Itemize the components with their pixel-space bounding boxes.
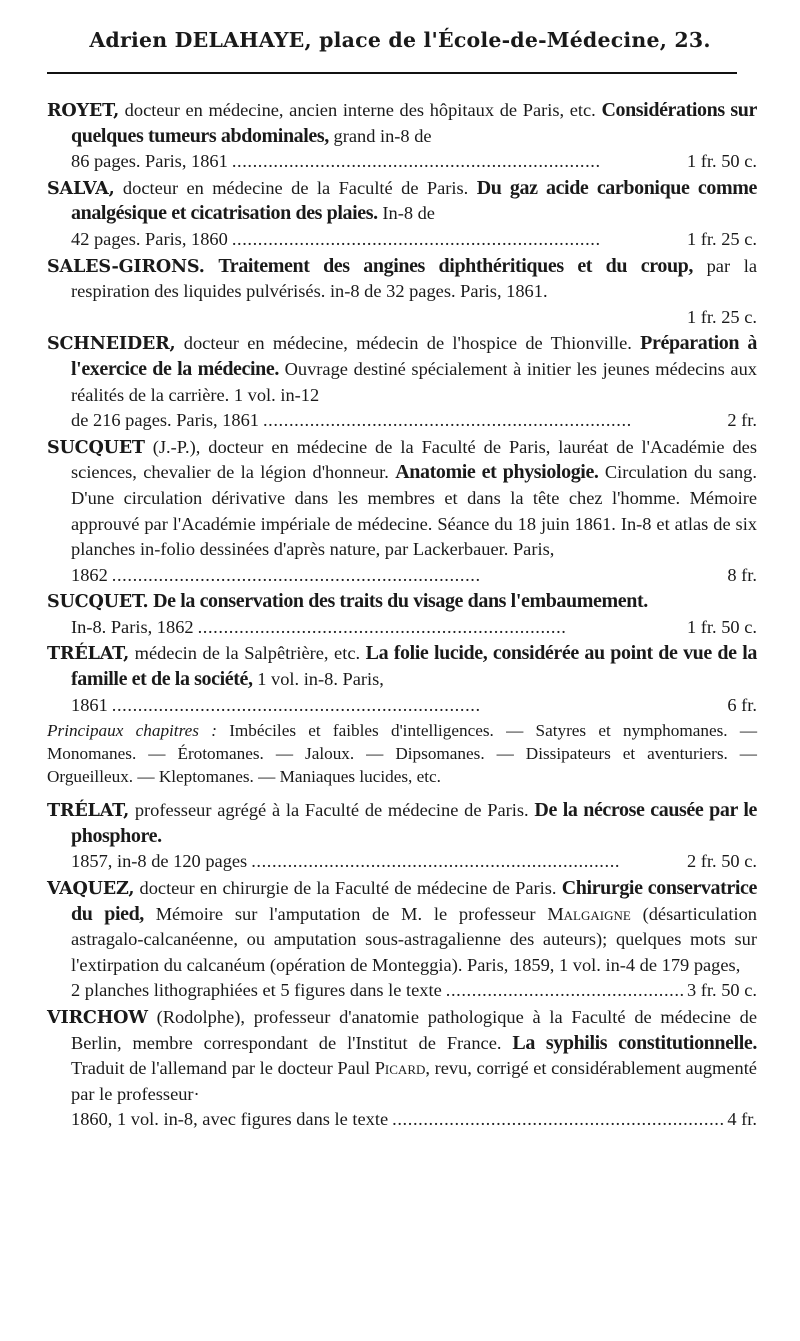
entry-price-line <box>71 305 757 331</box>
entry-description: médecin de la Salpêtrière, etc. <box>134 643 361 664</box>
entry-price: 8 fr. <box>727 564 757 585</box>
entry-detail: Ouvrage destiné spécialement à initier les jeunes médecins aux réalités de la carrière. 1 vol. in-12 <box>71 358 757 405</box>
entry-description: docteur en médecine de la Faculté de Paris. <box>122 177 469 198</box>
entry-price-line <box>71 693 757 719</box>
entry-author: TRÉLAT, <box>47 800 130 822</box>
entry-title: Chirurgie conservatrice du pied, <box>71 877 757 925</box>
catalog-entry <box>47 435 757 589</box>
catalog-entry <box>47 331 757 433</box>
entry-author: TRÉLAT, <box>47 643 130 665</box>
entry-price-line <box>71 563 757 589</box>
catalog-entry <box>47 798 757 875</box>
dot-leader <box>112 563 724 589</box>
entry-price-line <box>71 1107 757 1133</box>
entry-author: SUCQUET <box>47 436 145 458</box>
entry-price: 1 fr. 25 c. <box>687 228 757 249</box>
page-header: Adrien DELAHAYE, place de l'École-de-Médecine, 23. <box>89 28 711 52</box>
entry-description: professeur agrégé à la Faculté de médecine de Paris. <box>134 800 529 821</box>
entry-author: VAQUEZ, <box>47 878 135 900</box>
entry-price-line <box>71 227 757 253</box>
entry-title: Du gaz acide carbonique comme analgésique et cicatrisation des plaies. <box>71 176 757 225</box>
entry-detail: (désarticulation astragalo-calcanéenne, ou amputation sous-astragalienne des auteurs); quelques mots sur l'extirpation du calcanéum (opération de Monteggia). Paris, 1859, 1 vol. in-4 de 179 pages, <box>71 903 757 975</box>
catalog-entry <box>47 1005 757 1133</box>
dot-leader <box>232 149 683 175</box>
entry-description: professeur d'anatomie pathologique à la Faculté de médecine de Berlin, membre correspondant de l'Institut de France. <box>71 1007 757 1053</box>
entry-title: Considérations sur quelques tumeurs abdominales, <box>71 99 757 147</box>
entry-note <box>47 719 757 788</box>
entry-pub-info: 1861 <box>71 694 108 715</box>
catalog-entries <box>47 98 757 1134</box>
header-rule <box>47 72 737 74</box>
entry-detail: 1 vol. in-8. Paris, <box>257 669 384 690</box>
dot-leader <box>112 693 724 719</box>
entry-description: docteur en médecine, ancien interne des hôpitaux de Paris, etc. <box>124 100 596 120</box>
catalog-entry <box>47 254 757 331</box>
dot-leader <box>446 978 683 1004</box>
entry-price-line <box>71 149 757 175</box>
entry-title: De la conservation des traits du visage dans l'embaumement. <box>153 590 648 613</box>
entry-detail-name: Malgaigne <box>547 903 631 924</box>
catalog-entry <box>47 176 757 253</box>
entry-author: SALVA, <box>47 177 115 199</box>
entry-price-line <box>71 849 757 875</box>
entry-pub-info: 1857, in-8 de 120 pages <box>71 851 248 872</box>
entry-pub-info: 1860, 1 vol. in-8, avec figures dans le texte <box>71 1109 389 1130</box>
entry-author: SUCQUET. <box>47 591 149 613</box>
dot-leader <box>198 615 683 641</box>
entry-pub-info: 86 pages. Paris, 1861 <box>71 151 228 172</box>
entry-detail: In-8 de <box>382 203 435 224</box>
entry-price-line <box>71 408 757 434</box>
note-label: Principaux chapitres : <box>47 721 217 741</box>
entry-author-extra: (Rodolphe), <box>156 1007 245 1027</box>
catalog-entry <box>47 876 757 1004</box>
entry-title: Préparation à l'exercice de la médecine. <box>71 332 757 380</box>
entry-detail: grand in-8 de <box>333 125 432 146</box>
dot-leader <box>232 227 683 253</box>
entry-price-line <box>71 978 757 1004</box>
entry-detail-name: Picard, <box>374 1058 430 1079</box>
entry-pub-info: 1862 <box>71 564 108 585</box>
entry-title: La syphilis constitutionnelle. <box>512 1031 757 1054</box>
entry-description: docteur en chirurgie de la Faculté de médecine de Paris. <box>139 878 557 899</box>
entry-price: 1 fr. 25 c. <box>687 306 757 327</box>
entry-detail: par la respiration des liquides pulvérisés. in-8 de 32 pages. Paris, 1861. <box>71 255 757 302</box>
entry-detail: Traduit de l'allemand par le docteur Paul <box>71 1058 371 1079</box>
entry-author: VIRCHOW <box>47 1007 148 1028</box>
entry-title: Anatomie et physiologie. <box>395 461 599 484</box>
entry-description: docteur en médecine, médecin de l'hospice de Thionville. <box>183 333 632 354</box>
entry-price: 2 fr. <box>727 410 757 431</box>
catalog-entry <box>47 641 757 718</box>
entry-author: SCHNEIDER, <box>47 333 176 355</box>
entry-price: 3 fr. 50 c. <box>687 980 757 1001</box>
entry-detail: revu, corrigé et considérablement augmenté par le professeur· <box>71 1058 757 1104</box>
entry-author: SALES-GIRONS. <box>47 255 205 277</box>
entry-title: La folie lucide, considérée au point de vue de la famille et de la société, <box>71 642 757 691</box>
catalog-entry <box>47 589 757 640</box>
entry-pub-info: de 216 pages. Paris, 1861 <box>71 410 259 431</box>
entry-price: 4 fr. <box>727 1109 757 1130</box>
entry-title: De la nécrose causée par le phosphore. <box>71 799 757 847</box>
dot-leader <box>251 849 683 875</box>
entry-title: Traitement des angines diphthéritiques et du croup, <box>218 254 693 277</box>
entry-author: ROYET, <box>47 100 120 121</box>
entry-price: 1 fr. 50 c. <box>687 616 757 637</box>
entry-price: 1 fr. 50 c. <box>687 151 757 172</box>
dot-leader <box>392 1107 723 1133</box>
entry-author-extra: (J.-P.), <box>152 436 201 457</box>
entry-price: 2 fr. 50 c. <box>687 851 757 872</box>
entry-pub-info: In-8. Paris, 1862 <box>71 616 194 637</box>
catalog-entry <box>47 98 757 175</box>
entry-detail: Circulation du sang. D'une circulation dérivative dans les membres et dans la tête chez l'homme. Mémoire approuvé par l'Académie impériale de médecine. Séance du 18 juin 1861. In-8 et atlas de six planches in-folio dessinées d'après nature, par Lackerbauer. Paris, <box>71 462 757 560</box>
entry-description: docteur en médecine de la Faculté de Paris, lauréat de l'Académie des sciences, chevalier de la légion d'honneur. <box>71 436 757 483</box>
entry-price-line <box>71 615 757 641</box>
dot-leader <box>263 408 723 434</box>
entry-price: 6 fr. <box>727 694 757 715</box>
note-text: Imbéciles et faibles d'intelligences. — Satyres et nymphomanes. — Monomanes. — Érotomanes. — Jaloux. — Dipsomanes. — Dissipateurs et aventuriers. — Orgueilleux. — Kleptomanes. — Maniaques lucides, etc. <box>47 721 758 787</box>
entry-pub-info: 2 planches lithographiées et 5 figures dans le texte <box>71 980 442 1001</box>
entry-detail: Mémoire sur l'amputation de M. le professeur <box>155 903 536 924</box>
entry-pub-info: 42 pages. Paris, 1860 <box>71 228 228 249</box>
